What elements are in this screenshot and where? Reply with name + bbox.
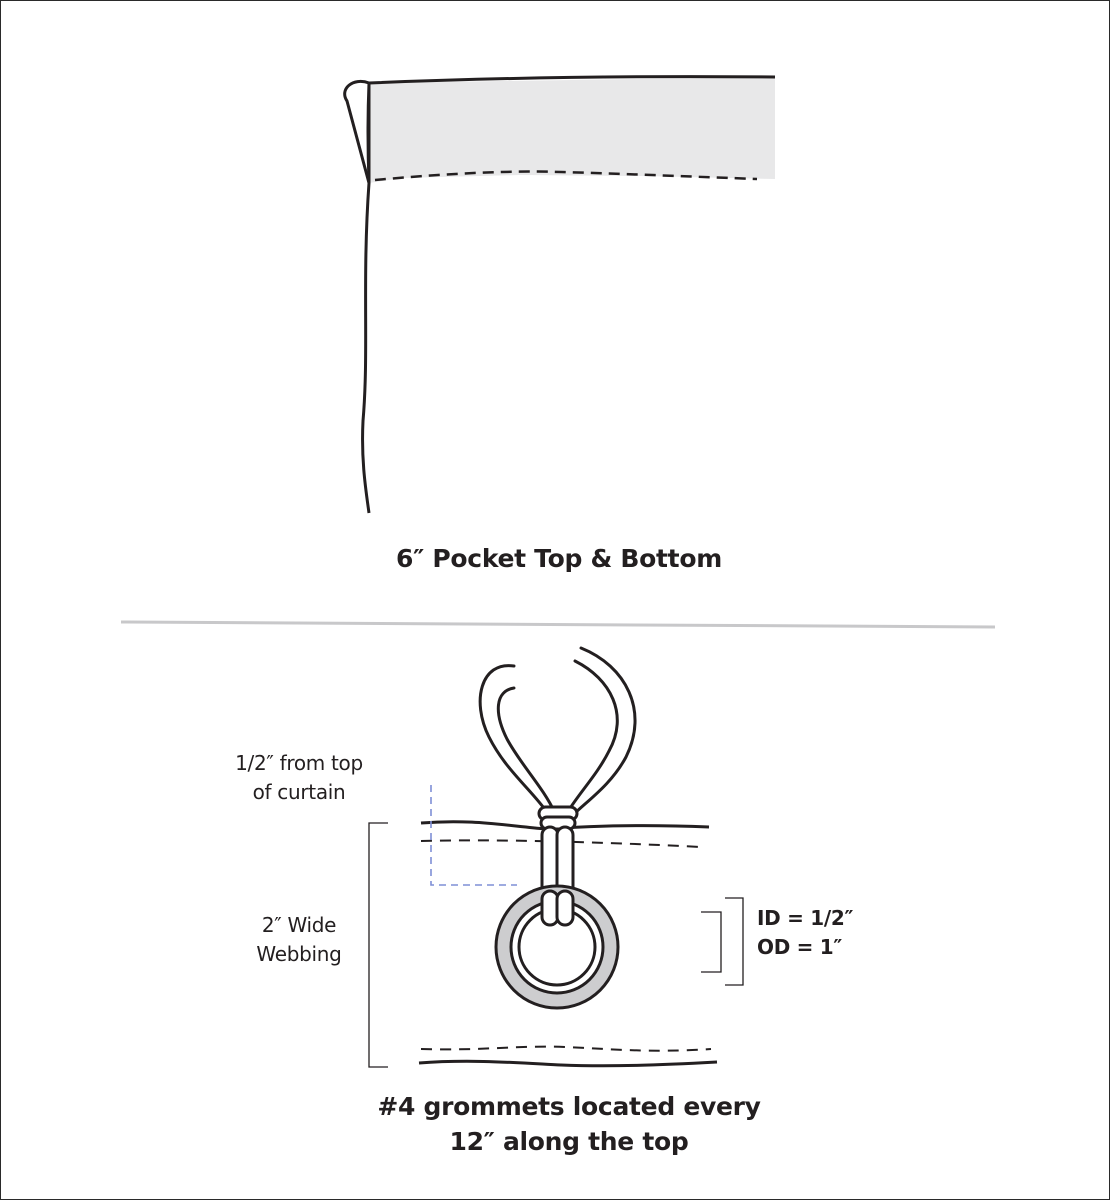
- offset-note-line-2: of curtain: [252, 780, 346, 804]
- webbing-bottom-edge: [419, 1061, 717, 1066]
- tie-cord: [480, 648, 635, 815]
- grommet-caption-line-2: 12″ along the top: [449, 1127, 689, 1156]
- grommet-caption: [291, 1089, 847, 1159]
- grommet-caption-line-1: #4 grommets located every: [377, 1092, 761, 1121]
- pocket-inner-fold-edge: [368, 83, 369, 183]
- pocket-fold: [345, 81, 369, 183]
- tie-knot: [539, 807, 577, 829]
- panel-divider: [121, 622, 995, 627]
- od-bracket: [725, 898, 743, 985]
- curtain-side-edge: [363, 183, 369, 513]
- tie-cord-left-inner: [498, 688, 555, 813]
- grommet-spec: [757, 904, 917, 962]
- webbing-note-line-1: 2″ Wide: [261, 913, 337, 937]
- pocket-caption: 6″ Pocket Top & Bottom: [396, 544, 722, 573]
- pocket-illustration: [345, 77, 775, 513]
- offset-note-line-1: 1/2″ from top: [235, 751, 363, 775]
- id-bracket: [701, 912, 721, 972]
- grommet-spec-id: ID = 1/2″: [757, 906, 854, 930]
- webbing-bottom-stitch: [421, 1047, 711, 1051]
- offset-guide-line: [431, 785, 517, 885]
- grommet-spec-od: OD = 1″: [757, 935, 843, 959]
- webbing-note: [219, 911, 379, 969]
- grommet: [496, 886, 618, 1008]
- tie-cord-right-inner: [567, 661, 617, 813]
- offset-note: [199, 749, 399, 807]
- tie-tail-right-through: [557, 891, 573, 925]
- curtain-diagram-drawing: [1, 1, 1109, 1199]
- pocket-fill: [369, 77, 775, 183]
- webbing-note-line-2: Webbing: [256, 942, 342, 966]
